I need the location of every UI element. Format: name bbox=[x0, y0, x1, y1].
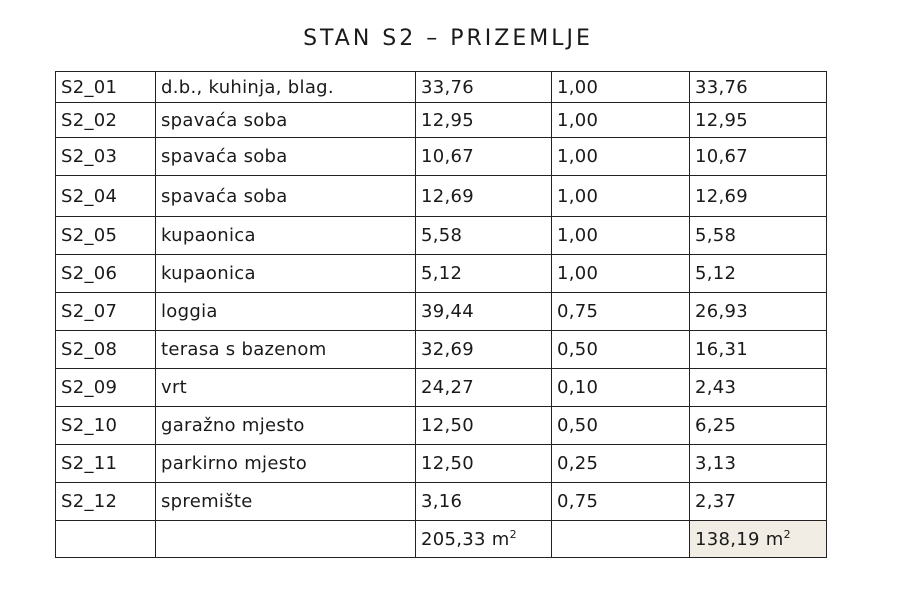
room-area-cell: 10,67 bbox=[416, 138, 552, 176]
totals-row bbox=[56, 521, 827, 558]
room-coefficient-cell: 1,00 bbox=[552, 255, 690, 293]
room-name-cell: d.b., kuhinja, blag. bbox=[156, 72, 416, 103]
room-net-area-cell: 2,37 bbox=[690, 483, 827, 521]
room-net-area-cell: 26,93 bbox=[690, 293, 827, 331]
room-coefficient-cell: 0,50 bbox=[552, 331, 690, 369]
empty-cell bbox=[552, 521, 690, 558]
unit-exponent: 2 bbox=[783, 527, 791, 541]
empty-cell bbox=[156, 521, 416, 558]
unit-exponent: 2 bbox=[509, 527, 517, 541]
room-area-cell: 12,95 bbox=[416, 103, 552, 138]
room-name-cell: spavaća soba bbox=[156, 176, 416, 217]
room-id-cell: S2_05 bbox=[56, 217, 156, 255]
room-id-cell: S2_08 bbox=[56, 331, 156, 369]
room-coefficient-cell: 0,75 bbox=[552, 293, 690, 331]
room-name-cell: loggia bbox=[156, 293, 416, 331]
room-area-cell: 24,27 bbox=[416, 369, 552, 407]
table-row bbox=[56, 138, 827, 176]
table-row bbox=[56, 103, 827, 138]
room-coefficient-cell: 0,50 bbox=[552, 407, 690, 445]
room-net-area-cell: 5,12 bbox=[690, 255, 827, 293]
room-coefficient-cell: 1,00 bbox=[552, 217, 690, 255]
room-id-cell: S2_07 bbox=[56, 293, 156, 331]
table-row bbox=[56, 407, 827, 445]
room-area-cell: 5,12 bbox=[416, 255, 552, 293]
room-name-cell: spremište bbox=[156, 483, 416, 521]
room-id-cell: S2_03 bbox=[56, 138, 156, 176]
room-net-area-cell: 3,13 bbox=[690, 445, 827, 483]
room-coefficient-cell: 1,00 bbox=[552, 176, 690, 217]
room-name-cell: terasa s bazenom bbox=[156, 331, 416, 369]
room-name-cell: vrt bbox=[156, 369, 416, 407]
total-net-area-value: 138,19 m bbox=[695, 528, 784, 550]
table-row bbox=[56, 483, 827, 521]
table-row bbox=[56, 293, 827, 331]
room-coefficient-cell: 1,00 bbox=[552, 138, 690, 176]
room-coefficient-cell: 1,00 bbox=[552, 72, 690, 103]
room-id-cell: S2_11 bbox=[56, 445, 156, 483]
total-area-cell bbox=[416, 521, 552, 558]
room-name-cell: spavaća soba bbox=[156, 103, 416, 138]
total-area-value: 205,33 m bbox=[421, 528, 510, 550]
empty-cell bbox=[56, 521, 156, 558]
room-area-cell: 12,69 bbox=[416, 176, 552, 217]
room-net-area-cell: 12,69 bbox=[690, 176, 827, 217]
room-net-area-cell: 6,25 bbox=[690, 407, 827, 445]
table-row bbox=[56, 217, 827, 255]
room-name-cell: kupaonica bbox=[156, 217, 416, 255]
room-area-cell: 32,69 bbox=[416, 331, 552, 369]
room-net-area-cell: 12,95 bbox=[690, 103, 827, 138]
room-id-cell: S2_09 bbox=[56, 369, 156, 407]
room-id-cell: S2_10 bbox=[56, 407, 156, 445]
room-area-cell: 39,44 bbox=[416, 293, 552, 331]
room-name-cell: garažno mjesto bbox=[156, 407, 416, 445]
room-coefficient-cell: 0,25 bbox=[552, 445, 690, 483]
room-net-area-cell: 16,31 bbox=[690, 331, 827, 369]
room-area-cell: 33,76 bbox=[416, 72, 552, 103]
room-id-cell: S2_02 bbox=[56, 103, 156, 138]
table-row bbox=[56, 255, 827, 293]
table-row bbox=[56, 445, 827, 483]
room-net-area-cell: 5,58 bbox=[690, 217, 827, 255]
room-name-cell: spavaća soba bbox=[156, 138, 416, 176]
room-id-cell: S2_06 bbox=[56, 255, 156, 293]
room-id-cell: S2_01 bbox=[56, 72, 156, 103]
room-area-cell: 12,50 bbox=[416, 407, 552, 445]
room-area-cell: 12,50 bbox=[416, 445, 552, 483]
room-area-table bbox=[55, 71, 827, 558]
room-coefficient-cell: 0,10 bbox=[552, 369, 690, 407]
table-row bbox=[56, 331, 827, 369]
room-area-cell: 3,16 bbox=[416, 483, 552, 521]
room-area-cell: 5,58 bbox=[416, 217, 552, 255]
table-row bbox=[56, 72, 827, 103]
room-name-cell: kupaonica bbox=[156, 255, 416, 293]
room-net-area-cell: 2,43 bbox=[690, 369, 827, 407]
room-net-area-cell: 10,67 bbox=[690, 138, 827, 176]
table-row bbox=[56, 369, 827, 407]
table-title: STAN S2 – PRIZEMLJE bbox=[303, 26, 593, 51]
room-coefficient-cell: 0,75 bbox=[552, 483, 690, 521]
room-coefficient-cell: 1,00 bbox=[552, 103, 690, 138]
room-id-cell: S2_12 bbox=[56, 483, 156, 521]
room-id-cell: S2_04 bbox=[56, 176, 156, 217]
total-net-area-cell bbox=[690, 521, 827, 558]
table-row bbox=[56, 176, 827, 217]
room-name-cell: parkirno mjesto bbox=[156, 445, 416, 483]
room-net-area-cell: 33,76 bbox=[690, 72, 827, 103]
